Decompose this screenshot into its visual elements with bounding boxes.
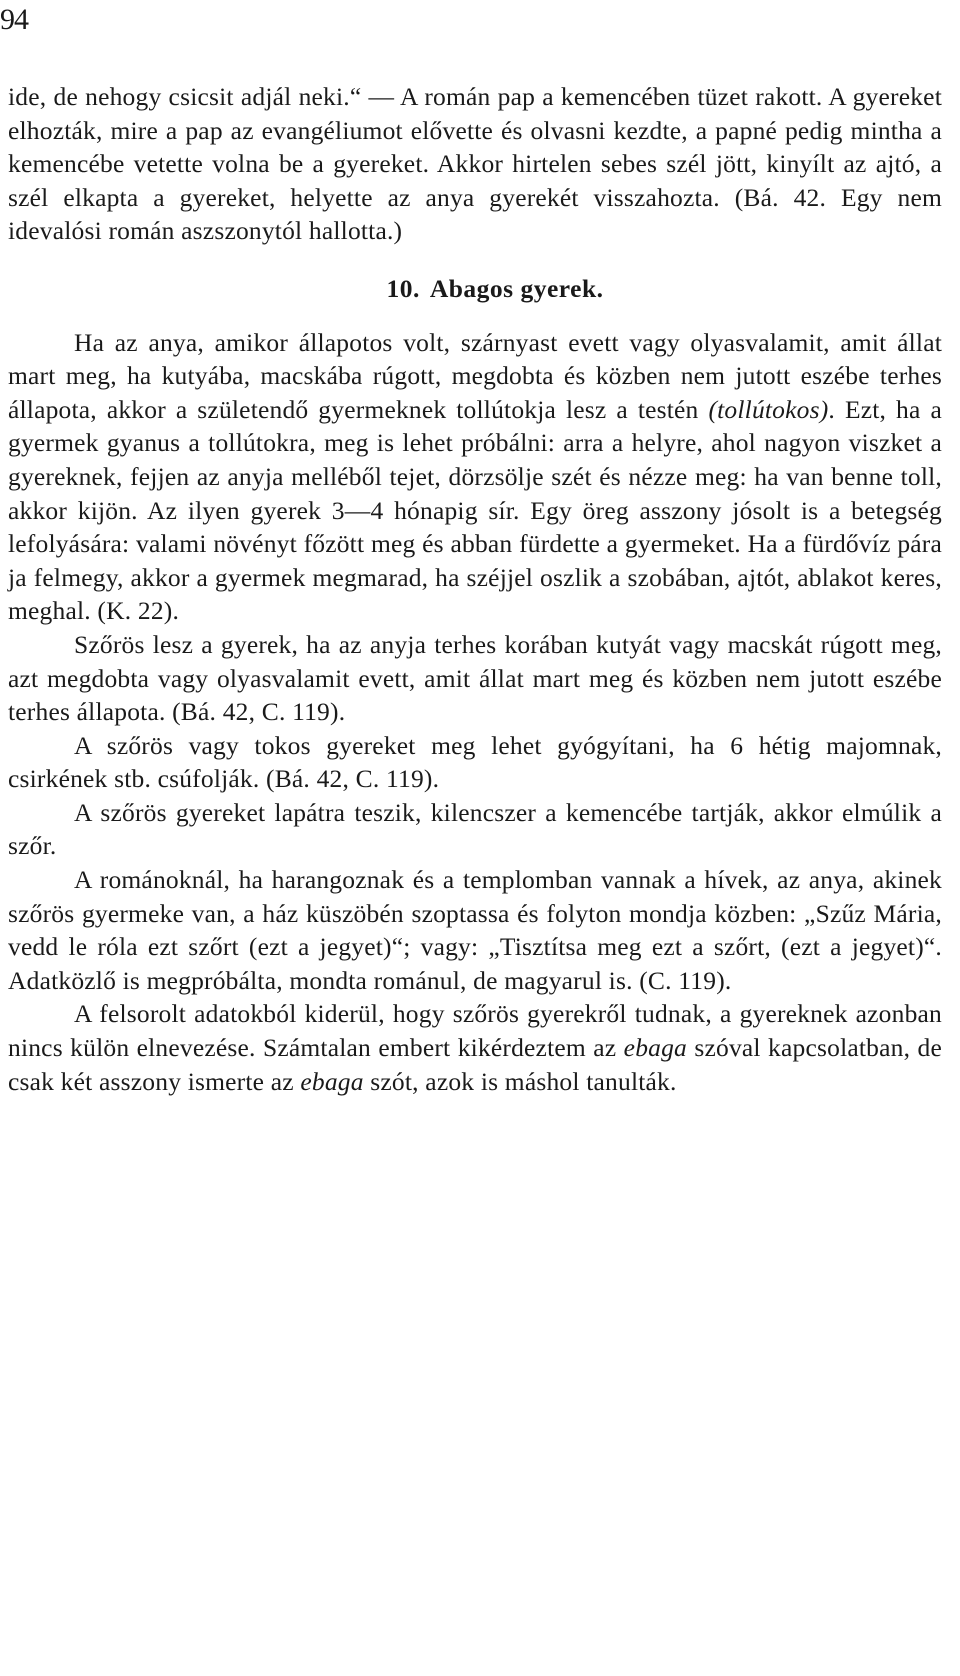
section-number: 10.	[386, 273, 420, 303]
paragraph-text: A felsorolt adatokból kiderül, hogy szőrös gyerekről tudnak, a gyereknek azonban nincs külön elnevezése. Számtalan embert kikérdeztem az	[8, 999, 942, 1063]
page-body	[8, 80, 942, 1098]
paragraph-text: szót, azok is máshol tanulták.	[363, 1066, 677, 1096]
italic-term: (tollútokos)	[708, 394, 829, 424]
page-number: 94	[0, 3, 28, 36]
paragraph-continuation: ide, de nehogy csicsit adjál neki.“ — A román pap a kemencében tüzet rakott. A gyereket elhozták, mire a pap az evangéliumot elővette és olvasni kezdte, a papné pedig mintha a kemencébe vetette volna be a gyereket. Akkor hirtelen sebes szél jött, kinyílt az ajtó, a szél elkapta a gyereket, helyette az anya gyerekét visszahozta. (Bá. 42. Egy nem idevalósi román aszszonytól hallotta.)	[8, 82, 942, 246]
section-title: Abagos gyerek.	[429, 273, 604, 303]
paragraph	[8, 997, 942, 1098]
paragraph: Szőrös lesz a gyerek, ha az anyja terhes korában kutyát vagy macskát rúgott meg, azt megdobta vagy olyasvalamit evett, amit állat mart meg és közben nem jutott eszébe terhes állapota. (Bá. 42, C. 119).	[8, 629, 942, 727]
paragraph: A szőrös gyereket lapátra teszik, kilencszer a kemencébe tartják, akkor elmúlik a szőr.	[8, 797, 942, 861]
section-heading	[8, 272, 942, 306]
paragraph-text: Ha az anya, amikor állapotos volt, szárnyast evett vagy olyasvalamit, amit állat mart meg, ha kutyába, macskába rúgott, megdobta és közben nem jutott eszébe terhes állapota, akkor a születendő gyermeknek tollútokja lesz a testén	[8, 327, 942, 424]
paragraph-text: . Ezt, ha a gyermek gyanus a tollútokra, meg is lehet próbálni: arra a helyre, ahol nagyon viszket a gyereknek, fejjen az anyja melléből tejet, dörzsölje szét és nézze meg: ha van benne toll, akkor kijön. Az ilyen gyerek 3—4 hónapig sír. Egy öreg asszony jósolt is a betegség lefolyására: valami növényt főzött meg és abban fürdette a gyermeket. Ha a fürdővíz pára ja felmegy, akkor a gyermek megmarad, ha széjjel oszlik a szobában, ajtót, ablakot keres, meghal. (K. 22).	[8, 394, 942, 626]
paragraph	[8, 326, 942, 628]
paragraph: A románoknál, ha harangoznak és a templomban vannak a hívek, az anya, akinek szőrös gyermeke van, a ház küszöbén szoptassa és folyton mondja közben: „Szűz Mária, vedd le róla ezt szőrt (ezt a jegyet)“; vagy: „Tisztítsa meg ezt a szőrt, (ezt a jegyet)“. Adatközlő is megpróbálta, mondta románul, de magyarul is. (C. 119).	[8, 865, 942, 995]
paragraph-text: szóval kapcsolatban, de csak két asszony ismerte az	[8, 1033, 942, 1096]
italic-term: ebaga	[300, 1066, 364, 1096]
paragraph: A szőrös vagy tokos gyereket meg lehet gyógyítani, ha 6 hétig majomnak, csirkének stb. csúfolják. (Bá. 42, C. 119).	[8, 730, 942, 794]
italic-term: ebaga	[623, 1033, 687, 1063]
